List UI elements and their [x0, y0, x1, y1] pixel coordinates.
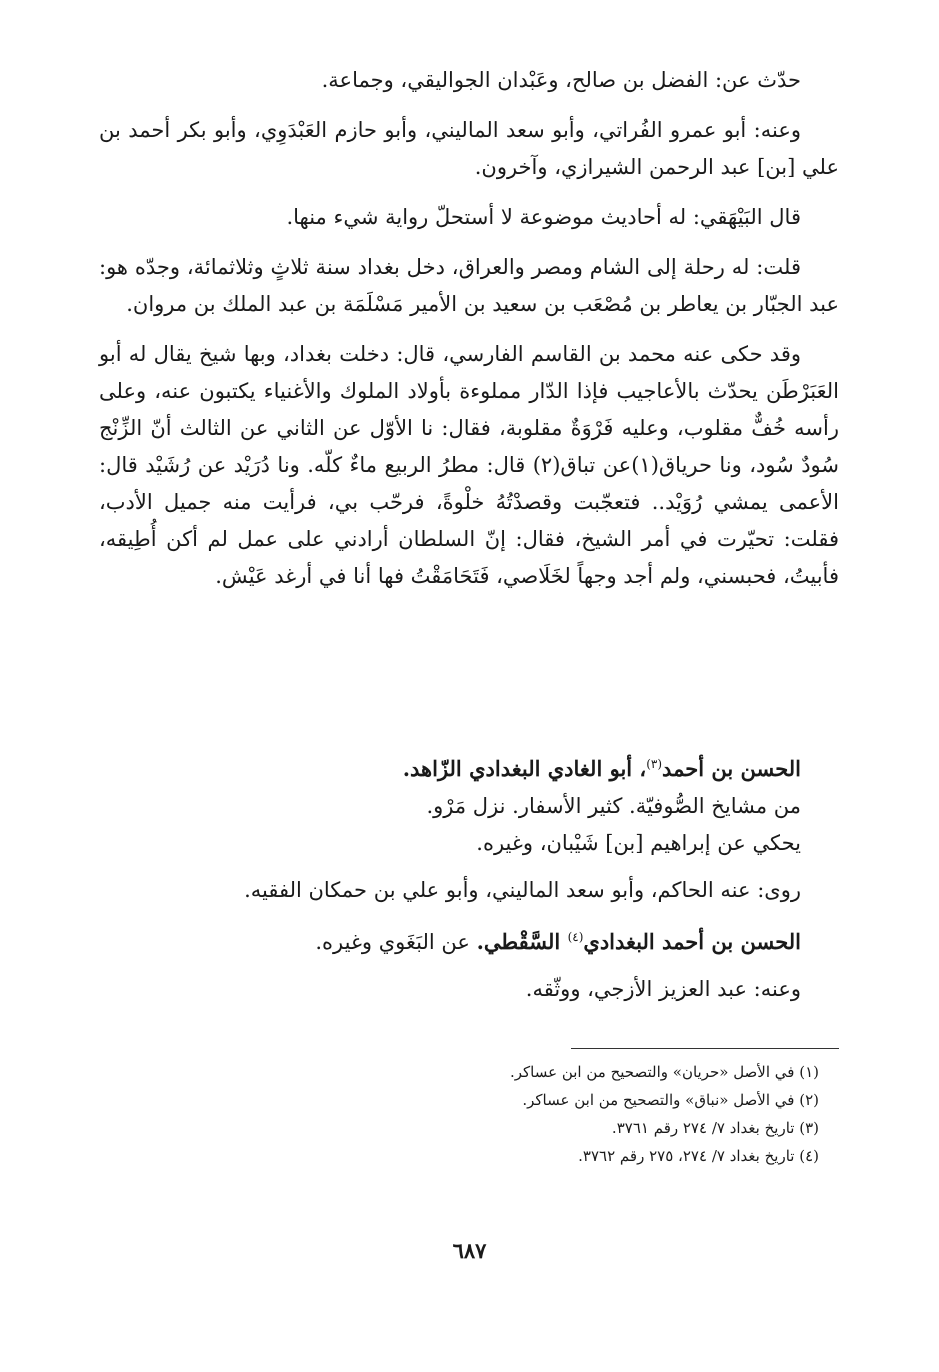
paragraph-travel-note: قلت: له رحلة إلى الشام ومصر والعراق، دخل بغداد سنة ثلاثٍ وثلاثمائة، وجدّه هو: عبد الجبّار بن يعاطر بن مُصْعَب بن سعيد بن الأمير مَسْلَمَة بن عبد الملك بن مروان. — [99, 255, 839, 316]
entry-title: ، أبو الغادي البغدادي الزّاهد. — [402, 756, 647, 781]
entry-heading — [99, 746, 839, 788]
entry-name: الحسن بن أحمد — [662, 756, 801, 781]
footnote-2: (٢) في الأصل «نباق» والتصحيح من ابن عساكر. — [522, 1091, 819, 1109]
paragraph-anecdote: وقد حكى عنه محمد بن القاسم الفارسي، قال: دخلت بغداد، وبها شيخ يقال له أبو العَبَرْطَن يحدّث بالأعاجيب فإذا الدّار مملوءة بأولاد الملوك والأغنياء يكتبون عنه، وعلى رأسه خُفٌّ مقلوب، وعليه فَرْوَةٌ مقلوبة، فقال: نا الأوّل عن الثاني عن الثالث أنّ الزِّنْج سُودٌ سُود، ونا حرياق(١)عن تباق(٢) قال: مطرُ الربيع ماءٌ كلّه. ونا دُرَيْد عن رُشَيْد قال: الأعمى يمشي رُوَيْد.. فتعجّبت وقصدْتُهُ خلْوةً، فرحّب بي، فرأيت منه جميل الأدب، فقلت: تحيّرت في أمر الشيخ، فقال: إنّ السلطان أرادني على عمل لم أكن أُطِيقه، فأبيتُ، فحبسني، ولم أجد وجهاً لخَلَاصي، فَتَحَامَقْتُ فها أنا في أرغد عَيْش. — [99, 342, 839, 588]
entry-name: الحسن بن أحمد البغدادي — [583, 929, 801, 954]
entry-line: وعنه: عبد العزيز الأزجي، ووثّقه. — [525, 977, 801, 1001]
entry-title: السَّقْطي. — [476, 929, 568, 954]
footnote-divider — [571, 1048, 839, 1049]
entry-line: من مشايخ الصُّوفيّة. كثير الأسفار. نزل مَرْو. — [426, 794, 801, 818]
entry-line: يحكي عن إبراهيم [بن] شَيْبان، وغيره. — [476, 831, 801, 855]
main-text — [99, 62, 839, 608]
footnote-1: (١) في الأصل «حريان» والتصحيح من ابن عساكر. — [509, 1063, 819, 1081]
entry-hasan-ibn-ahmad-zahid — [99, 746, 839, 1008]
paragraph-narrated-from: حدّث عن: الفضل بن صالح، وعَبْدان الجواليقي، وجماعة. — [321, 68, 801, 92]
footnote-ref: (٣) — [646, 757, 663, 771]
entry-heading-saqti — [99, 919, 839, 961]
footnotes — [119, 1058, 819, 1170]
footnote-ref: (٤) — [567, 930, 584, 944]
entry-line: روى: عنه الحاكم، وأبو سعد الماليني، وأبو علي بن حمكان الفقيه. — [244, 878, 801, 902]
page-number: ٦٨٧ — [452, 1238, 487, 1263]
entry-rest: عن البَغَوي وغيره. — [315, 930, 477, 954]
footnote-4: (٤) تاريخ بغداد ٧/ ٢٧٤، ٢٧٥ رقم ٣٧٦٢. — [578, 1147, 819, 1165]
footnote-3: (٣) تاريخ بغداد ٧/ ٢٧٤ رقم ٣٧٦١. — [611, 1119, 819, 1137]
paragraph-bayhaqi-quote: قال البَيْهَقي: له أحاديث موضوعة لا أستحلّ رواية شيء منها. — [286, 205, 801, 229]
paragraph-narrators: وعنه: أبو عمرو الفُراتي، وأبو سعد الماليني، وأبو حازم العَبْدَوِي، وأبو بكر أحمد بن علي [بن] عبد الرحمن الشيرازي، وآخرون. — [99, 118, 839, 179]
